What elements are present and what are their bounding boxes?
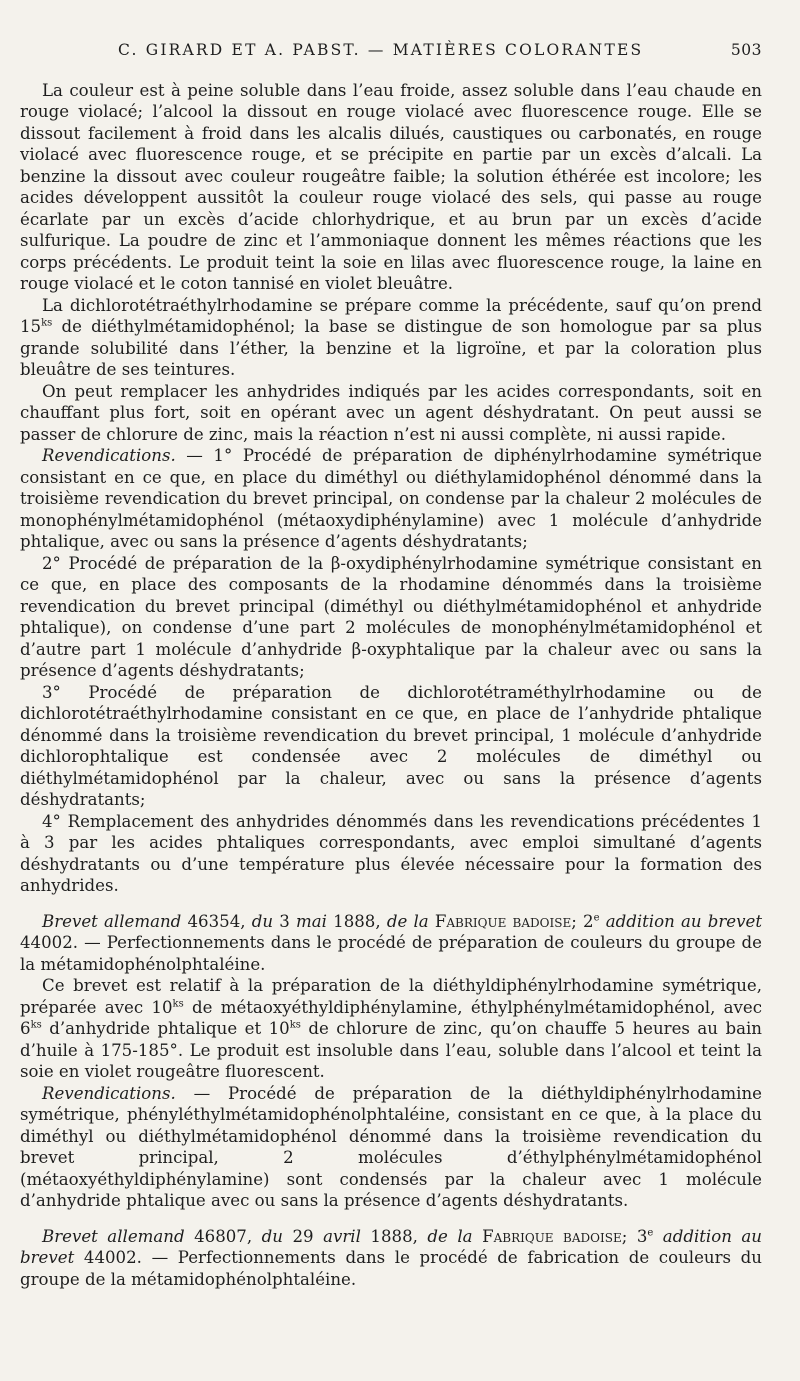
book-page [20,40,762,1290]
paragraph-claims-3: 3° Procédé de préparation de dichlorotétraméthylrhodamine ou de dichlorotétraéthylrhodamine consistant en ce que, en place de l’anhydride phtalique dénommé dans la troisième revendication du brevet principal, 1 molécule d’anhydride dichlorophtalique est condensée avec 2 molécules de diméthyl ou diéthylmétamidophénol par la chaleur, avec ou sans la présence d’agents déshydratants; [20,682,762,809]
paragraph-patent-46354-claims: Revendications. — Procédé de préparation de la diéthyldiphénylrhodamine symétrique, phényléthylmétamidophénolphtaléine, consistant en ce que, à la place du diméthyl ou diéthylmétamidophénol dénommé dans la troisième revendication du brevet principal, 2 molécules d’éthylphénylmétamidophénol (métaoxyéthyldiphénylamine) sont condensés par la chaleur avec 1 molécule d’anhydride phtalique avec ou sans la présence d’agents déshydratants. [20,1083,762,1210]
paragraph-claims-4: 4° Remplacement des anhydrides dénommés dans les revendications précédentes 1 à 3 par les acides phtaliques correspondants, avec emploi simultané d’agents déshydratants ou d’une température plus élevée nécessaire pour la formation des anhydrides. [20,811,762,895]
paragraph-claims-1: Revendications. — 1° Procédé de préparation de diphénylrhodamine symétrique consistant en ce que, en place du diméthyl ou diéthylamidophénol dénommé dans la troisième revendication du brevet principal, on condense par la chaleur 2 molécules de monophénylmétamidophénol (métaoxydiphénylamine) avec 1 molécule d’anhydride phtalique, avec ou sans la présence d’agents déshydratants; [20,446,762,551]
running-title: C. GIRARD ET A. PABST. — MATIÈRES COLORANTES [118,41,644,59]
patent-heading-46807: Brevet allemand 46807, du 29 avril 1888, de la Fabrique badoise; 3e addition au brevet 44002. — Perfectionnements dans le procédé de fabrication de couleurs du groupe de la métamidophénolphtaléine. [20,1226,762,1289]
paragraph-solubility: La couleur est à peine soluble dans l’eau froide, assez soluble dans l’eau chaude en rouge violacé; l’alcool la dissout en rouge violacé avec fluorescence rouge. Elle se dissout facilement à froid dans les alcalis dilués, caustiques ou carbonatés, en rouge violacé avec fluorescence rouge, et se précipite en partie par un excès d’alcali. La benzine la dissout avec couleur rougeâtre faible; la solution éthérée est incolore; les acides développent aussitôt la couleur rouge violacé des sels, qui passe au rouge écarlate par un excès d’acide chlorhydrique, et au brun par un excès d’acide sulfurique. La poudre de zinc et l’ammoniaque donnent les mêmes réactions que les corps précédents. Le produit teint la soie en lilas avec fluorescence rouge, la laine en rouge violacé et le coton tannisé en violet bleuâtre. [20,80,762,293]
paragraph-dichlorotetraethyl: La dichlorotétraéthylrhodamine se prépare comme la précédente, sauf qu’on prend $15^{ks}$ de diéthylmétamidophénol; la base se distingue de son homologue par sa plus grande solubilité dans l’éther, la benzine et la ligroïne, et par la coloration plus bleuâtre de ses teintures. [20,295,762,379]
paragraph-patent-46354-body: Ce brevet est relatif à la préparation de la diéthyldiphénylrhodamine symétrique, préparée avec $10^{ks}$ de métaoxyéthyldiphénylamine, éthylphénylmétamidophénol, avec $6^{ks}$ d’anhydride phtalique et $10^{ks}$ de chlorure de zinc, qu’on chauffe 5 heures au bain d’huile à 175-185°. Le produit est insoluble dans l’eau, soluble dans l’alcool et teint la soie en violet rougeâtre fluorescent. [20,976,762,1081]
running-header [118,40,762,62]
page-number: 503 [730,41,762,59]
patent-heading-46354: Brevet allemand 46354, du 3 mai 1888, de la Fabrique badoise; 2e addition au brevet 44002. — Perfectionnements dans le procédé de préparation de couleurs du groupe de la métamidophénolphtaléine. [20,911,762,974]
claims-label: Revendications. [42,1083,176,1103]
claims-label: Revendications. [42,446,176,465]
paragraph-anhydrides: On peut remplacer les anhydrides indiqués par les acides correspondants, soit en chauffant plus fort, soit en opérant avec un agent déshydratant. On peut aussi se passer de chlorure de zinc, mais la réaction n’est ni aussi complète, ni aussi rapide. [20,381,762,444]
paragraph-claims-2: 2° Procédé de préparation de la β-oxydiphénylrhodamine symétrique consistant en ce que, en place des composants de la rhodamine dénommés dans la troisième revendication du brevet principal (diméthyl ou diéthylmétamidophénol et anhydride phtalique), on condense d’une part 2 molécules de monophénylmétamidophénol et d’autre part 1 molécule d’anhydride β-oxyphtalique par la chaleur avec ou sans la présence d’agents déshydratants; [20,553,762,680]
